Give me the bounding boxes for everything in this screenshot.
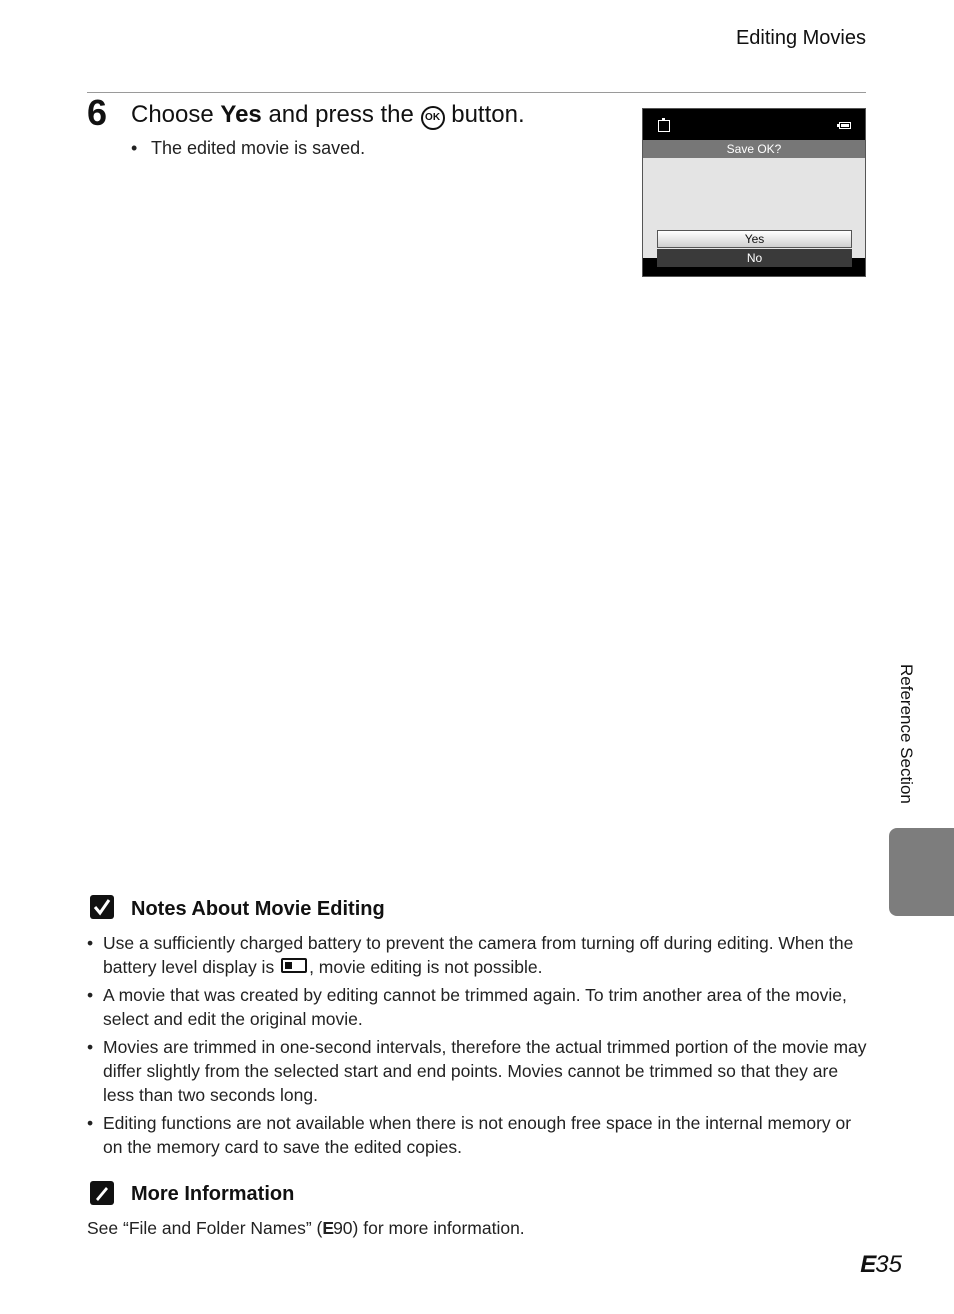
list-item [87,931,867,979]
note-text-before: Use a sufficiently charged battery to prevent the camera from turning off during editing. When the battery level display is [103,933,854,977]
ok-button-icon: OK [421,106,445,130]
more-ref-page: 90 [333,1218,353,1238]
notes-title: Notes About Movie Editing [131,898,385,920]
reference-section-icon: E [860,1251,876,1278]
screen-prompt: Save OK? [643,140,865,158]
list-item: • Movies are trimmed in one-second intervals, therefore the actual trimmed portion of the movie may differ slightly from the selected start and end points. Movies cannot be trimmed so that they are less than two seconds long. [87,1035,867,1107]
battery-low-icon [281,958,307,973]
pencil-icon [90,1181,114,1205]
page-number [860,1251,902,1279]
screen-status-bar [643,109,865,140]
section-tab [889,828,954,916]
list-item: • A movie that was created by editing cannot be trimmed again. To trim another area of the movie, select and edit the original movie. [87,983,867,1031]
option-yes[interactable]: Yes [657,230,852,248]
reference-section-icon: E [322,1218,334,1238]
option-no[interactable]: No [657,249,852,267]
step-bullet-text: The edited movie is saved. [151,138,366,158]
step-text-middle: and press the [261,101,421,128]
checkmark-icon [90,895,114,919]
more-info-title: More Information [131,1183,295,1205]
more-info-text [87,1218,525,1239]
battery-icon [839,122,851,129]
step-instruction [131,101,525,130]
notes-list [87,931,867,1163]
step-text-before: Choose [131,101,221,128]
bullet-dot: • [131,138,138,158]
section-side-label: Reference Section [897,664,916,804]
page-header-title: Editing Movies [735,27,866,49]
step-text-bold: Yes [220,101,262,128]
header-divider [87,92,866,93]
camera-screen [642,108,866,277]
step-text-after: button. [444,101,525,128]
page-number-value: 35 [875,1251,902,1278]
step-number: 6 [87,92,108,133]
note-text-after: , movie editing is not possible. [309,957,543,977]
list-item: • Editing functions are not available when there is not enough free space in the internal memory or on the memory card to save the edited copies. [87,1111,867,1159]
rotate-icon [658,120,670,132]
more-text-after: ) for more information. [352,1218,525,1238]
step-bullet [131,138,365,159]
more-text-before: See “File and Folder Names” ( [87,1218,323,1238]
